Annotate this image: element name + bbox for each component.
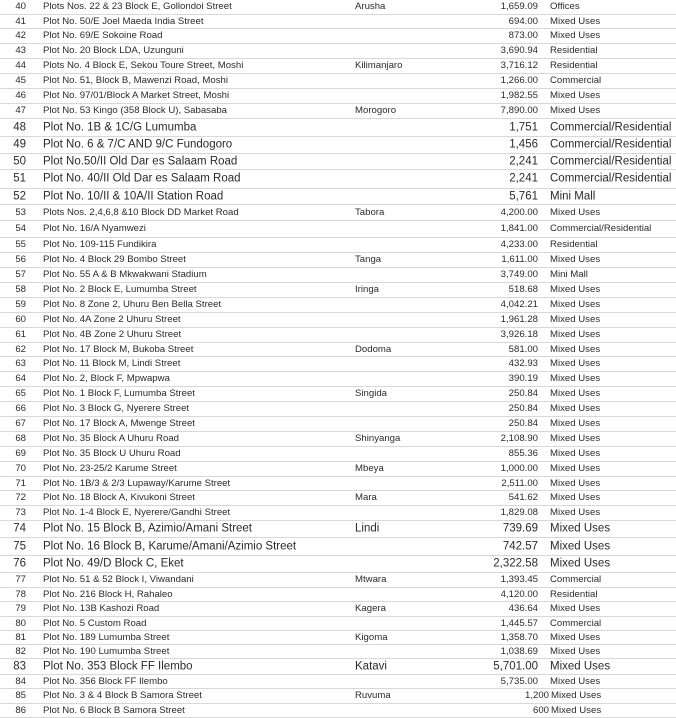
property-use: Mixed Uses (550, 477, 601, 489)
property-region: Tabora (355, 206, 385, 218)
table-row (0, 521, 676, 538)
property-location: Plot No. 13B Kashozi Road (43, 603, 160, 615)
property-region: Dodoma (355, 343, 392, 355)
row-number: 47 (15, 105, 26, 117)
property-location: Plots No. 4 Block E, Sekou Toure Street, Moshi (43, 60, 244, 72)
property-location: Plot No. 69/E Sokoine Road (43, 30, 163, 42)
property-use: Mixed Uses (550, 603, 601, 615)
property-use: Mixed Uses (550, 539, 611, 552)
property-location: Plot No. 6 Block B Samora Street (43, 704, 185, 716)
property-use: Commercial/Residential (550, 120, 672, 133)
property-area: 1,841.00 (500, 223, 538, 235)
row-number: 43 (15, 45, 26, 57)
table-row (0, 268, 676, 283)
property-location: Plot No. 3 Block G, Nyerere Street (43, 403, 190, 415)
table-row (0, 328, 676, 343)
property-area: 1,445.57 (500, 617, 538, 629)
table-row (0, 15, 676, 29)
property-location: Plot No. 23-25/2 Karume Street (43, 463, 177, 475)
table-row (0, 645, 676, 659)
property-area: 1,200 (524, 690, 549, 702)
property-location: Plot No. 356 Block FF Ilembo (43, 675, 168, 687)
property-area: 1,961.28 (500, 314, 538, 326)
table-row (0, 491, 676, 506)
row-number: 72 (15, 492, 26, 504)
property-use: Mixed Uses (550, 631, 601, 643)
property-location: Plot No. 4 Block 29 Bombo Street (43, 254, 186, 266)
row-number: 57 (15, 269, 26, 281)
property-area: 2,511.00 (501, 477, 538, 489)
table-row (0, 137, 676, 154)
property-use: Mixed Uses (550, 30, 601, 42)
table-row (0, 417, 676, 432)
property-location: Plot No. 1B & 1C/G Lumumba (43, 120, 197, 133)
property-use: Mini Mall (550, 269, 588, 281)
property-area: 1,829.08 (500, 507, 538, 519)
property-use: Residential (550, 45, 598, 57)
property-region: Katavi (355, 659, 387, 672)
row-number: 45 (15, 75, 26, 87)
property-use: Commercial (550, 574, 602, 586)
row-number: 62 (15, 343, 26, 355)
property-location: Plot No. 1-4 Block E, Nyerere/Gandhi Street (43, 507, 231, 519)
row-number: 60 (15, 314, 26, 326)
property-area: 1,000.00 (500, 463, 538, 475)
property-location: Plots Nos. 22 & 23 Block E, Gollondoi Street (43, 1, 232, 13)
table-row (0, 704, 676, 718)
table-row (0, 298, 676, 313)
property-location: Plot No. 2 Block E, Lumumba Street (43, 284, 197, 296)
property-use: Mixed Uses (550, 358, 601, 370)
table-row (0, 221, 676, 238)
row-number: 54 (15, 223, 26, 235)
property-location: Plot No. 190 Lumumba Street (43, 645, 170, 657)
property-area: 2,241 (509, 172, 538, 185)
property-area: 600 (532, 704, 549, 716)
property-location: Plot No. 10/II & 10A/II Station Road (43, 189, 224, 202)
property-use: Mixed Uses (550, 557, 611, 570)
row-number: 41 (15, 15, 26, 27)
property-use: Mixed Uses (550, 507, 601, 519)
property-area: 4,042.21 (500, 299, 538, 311)
property-area: 1,038.69 (500, 645, 538, 657)
table-row (0, 29, 676, 44)
property-area: 1,456 (509, 138, 538, 151)
table-row (0, 588, 676, 602)
property-use: Mixed Uses (550, 388, 601, 400)
property-use: Mixed Uses (550, 299, 601, 311)
property-area: 742.57 (502, 539, 538, 552)
property-location: Plot No. 17 Block A, Mwenge Street (43, 418, 195, 430)
row-number: 59 (15, 299, 26, 311)
property-use: Mixed Uses (550, 90, 601, 102)
property-region: Ruvuma (355, 690, 391, 702)
property-location: Plot No. 353 Block FF Ilembo (43, 659, 193, 672)
property-use: Mixed Uses (550, 343, 601, 355)
property-area: 1,659.09 (500, 1, 538, 13)
table-row (0, 556, 676, 573)
row-number: 82 (15, 645, 26, 657)
row-number: 42 (15, 30, 26, 42)
row-number: 68 (15, 433, 26, 445)
property-location: Plot No. 50/E Joel Maeda India Street (43, 15, 204, 27)
property-region: Lindi (355, 522, 380, 535)
property-location: Plot No. 16/A Nyamwezi (43, 223, 146, 235)
row-number: 73 (15, 507, 26, 519)
row-number: 74 (13, 522, 26, 535)
row-number: 55 (15, 239, 26, 251)
property-location: Plot No. 16 Block B, Karume/Amani/Azimio Street (43, 539, 297, 552)
row-number: 53 (15, 206, 26, 218)
property-area: 436.64 (508, 603, 538, 615)
property-location: Plot No. 6 & 7/C AND 9/C Fundogoro (43, 138, 233, 151)
property-use: Residential (550, 60, 598, 72)
table-row (0, 283, 676, 298)
row-number: 51 (13, 172, 26, 185)
property-area: 4,120.00 (500, 588, 538, 600)
row-number: 40 (15, 1, 26, 13)
property-use: Mixed Uses (550, 403, 601, 415)
table-row (0, 343, 676, 357)
property-use: Mixed Uses (550, 522, 611, 535)
property-use: Mixed Uses (550, 329, 601, 341)
property-use: Mixed Uses (550, 645, 601, 657)
property-use: Commercial/Residential (550, 138, 672, 151)
property-location: Plot No. 109-115 Fundikira (43, 239, 157, 251)
property-region: Kagera (355, 603, 386, 615)
property-location: Plot No. 4A Zone 2 Uhuru Street (43, 314, 181, 326)
row-number: 52 (13, 189, 26, 202)
property-area: 1,611.00 (501, 254, 538, 266)
property-use: Commercial (550, 617, 602, 629)
property-use: Mixed Uses (550, 448, 601, 460)
table-row (0, 44, 676, 59)
row-number: 75 (13, 539, 26, 552)
table-row (0, 59, 676, 74)
property-region: Kilimanjaro (355, 60, 403, 72)
property-area: 5,735.00 (500, 675, 538, 687)
table-row (0, 689, 676, 704)
property-use: Mixed Uses (550, 492, 601, 504)
property-region: Tanga (355, 254, 382, 266)
property-use: Mixed Uses (550, 675, 601, 687)
row-number: 56 (15, 254, 26, 266)
property-location: Plot No. 49/D Block C, Eket (43, 557, 184, 570)
table-row (0, 617, 676, 631)
row-number: 63 (15, 358, 26, 370)
row-number: 64 (15, 373, 26, 385)
property-area: 7,890.00 (500, 105, 538, 117)
property-use: Commercial (550, 75, 602, 87)
table-row (0, 573, 676, 588)
property-location: Plot No. 97/01/Block A Market Street, Moshi (43, 90, 230, 102)
property-area: 1,751 (509, 120, 538, 133)
row-number: 69 (15, 448, 26, 460)
property-location: Plot No. 4B Zone 2 Uhuru Street (43, 329, 182, 341)
property-location: Plot No. 35 Block U Uhuru Road (43, 448, 181, 460)
property-use: Mixed Uses (551, 704, 602, 716)
table-row (0, 357, 676, 372)
property-location: Plot No. 216 Block H, Rahaleo (43, 588, 173, 600)
property-location: Plot No. 8 Zone 2, Uhuru Ben Bella Street (43, 299, 222, 311)
property-area: 581.00 (508, 343, 538, 355)
property-use: Commercial/Residential (550, 223, 652, 235)
row-number: 81 (15, 631, 26, 643)
property-area: 250.84 (508, 388, 538, 400)
row-number: 65 (15, 388, 26, 400)
property-location: Plot No. 3 & 4 Block B Samora Street (43, 690, 202, 702)
property-use: Mixed Uses (550, 433, 601, 445)
property-region: Singida (355, 388, 388, 400)
row-number: 77 (15, 574, 26, 586)
table-row (0, 659, 676, 675)
property-location: Plot No. 189 Lumumba Street (43, 631, 170, 643)
row-number: 84 (15, 675, 26, 687)
property-area: 1,266.00 (500, 75, 538, 87)
property-location: Plot No. 18 Block A, Kivukoni Street (43, 492, 195, 504)
table-row (0, 313, 676, 328)
property-area: 3,690.94 (500, 45, 538, 57)
property-area: 390.19 (508, 373, 538, 385)
property-location: Plot No. 17 Block M, Bukoba Street (43, 343, 194, 355)
row-number: 50 (13, 154, 26, 167)
property-area: 2,108.90 (500, 433, 538, 445)
row-number: 86 (15, 704, 26, 716)
property-use: Commercial/Residential (550, 172, 672, 185)
property-area: 1,393.45 (500, 574, 538, 586)
table-row (0, 477, 676, 491)
property-region: Iringa (355, 284, 379, 296)
row-number: 46 (15, 90, 26, 102)
row-number: 44 (15, 60, 26, 72)
row-number: 49 (13, 138, 26, 151)
row-number: 76 (13, 557, 26, 570)
table-row (0, 506, 676, 521)
property-region: Shinyanga (355, 433, 401, 445)
property-location: Plot No. 11 Block M, Lindi Street (43, 358, 181, 370)
property-area: 5,761 (509, 189, 538, 202)
property-location: Plot No. 40/II Old Dar es Salaam Road (43, 172, 241, 185)
table-row (0, 0, 676, 15)
property-use: Mixed Uses (550, 314, 601, 326)
property-location: Plot No. 20 Block LDA, Uzunguni (43, 45, 184, 57)
row-number: 61 (15, 329, 26, 341)
property-use: Offices (550, 1, 580, 13)
table-row (0, 372, 676, 387)
table-row (0, 462, 676, 477)
table-row (0, 170, 676, 189)
row-number: 67 (15, 418, 26, 430)
table-row (0, 675, 676, 689)
property-region: Kigoma (355, 631, 388, 643)
property-area: 3,749.00 (500, 269, 538, 281)
property-location: Plot No. 53 Kingo (358 Block U), Sabasaba (43, 105, 227, 117)
property-area: 4,200.00 (500, 206, 538, 218)
property-area: 4,233.00 (500, 239, 538, 251)
property-use: Mini Mall (550, 189, 596, 202)
row-number: 85 (15, 690, 26, 702)
property-region: Morogoro (355, 105, 397, 117)
table-row (0, 538, 676, 556)
property-location: Plot No. 35 Block A Uhuru Road (43, 433, 179, 445)
table-row (0, 205, 676, 221)
row-number: 66 (15, 403, 26, 415)
property-area: 2,241 (509, 154, 538, 167)
row-number: 48 (13, 120, 26, 133)
property-use: Mixed Uses (550, 659, 611, 672)
property-use: Mixed Uses (550, 15, 601, 27)
property-region: Arusha (355, 1, 386, 13)
property-use: Mixed Uses (550, 206, 601, 218)
property-area: 3,926.18 (500, 329, 538, 341)
property-area: 873.00 (508, 30, 538, 42)
property-area: 518.68 (508, 284, 538, 296)
property-area: 432.93 (508, 358, 538, 370)
property-region: Mara (355, 492, 377, 504)
property-area: 250.84 (508, 418, 538, 430)
table-row (0, 89, 676, 104)
row-number: 71 (15, 477, 26, 489)
property-location: Plot No. 5 Custom Road (43, 617, 147, 629)
row-number: 83 (13, 659, 26, 672)
property-area: 739.69 (502, 522, 538, 535)
table-row (0, 104, 676, 119)
property-location: Plot No. 1 Block F, Lumumba Street (43, 388, 195, 400)
property-area: 1,982.55 (500, 90, 538, 102)
property-area: 1,358.70 (500, 631, 538, 643)
property-use: Mixed Uses (550, 254, 601, 266)
property-area: 541.62 (508, 492, 538, 504)
property-location: Plot No. 51, Block B, Mawenzi Road, Moshi (43, 75, 229, 87)
property-location: Plot No. 55 A & B Mkwakwani Stadium (43, 269, 207, 281)
table-row (0, 402, 676, 417)
property-region: Mtwara (355, 574, 387, 586)
table-row (0, 119, 676, 137)
property-use: Mixed Uses (550, 463, 601, 475)
table-row (0, 387, 676, 402)
property-area: 694.00 (508, 15, 538, 27)
table-row (0, 447, 676, 462)
row-number: 70 (15, 463, 26, 475)
property-use: Residential (550, 239, 598, 251)
property-area: 5,701.00 (493, 659, 538, 672)
table-row (0, 602, 676, 617)
property-area: 2,322.58 (493, 557, 538, 570)
property-area: 3,716.12 (500, 60, 538, 72)
property-area: 855.36 (508, 448, 538, 460)
table-row (0, 432, 676, 447)
property-use: Commercial/Residential (550, 154, 672, 167)
property-location: Plots Nos. 2,4,6,8 &10 Block DD Market Road (43, 206, 239, 218)
table-row (0, 74, 676, 89)
row-number: 78 (15, 588, 26, 600)
row-number: 58 (15, 284, 26, 296)
table-row (0, 189, 676, 205)
table-row (0, 238, 676, 253)
row-number: 79 (15, 603, 26, 615)
property-location: Plot No. 15 Block B, Azimio/Amani Street (43, 522, 253, 535)
property-use: Mixed Uses (550, 373, 601, 385)
property-area: 250.84 (508, 403, 538, 415)
property-location: Plot No. 51 & 52 Block I, Viwandani (43, 574, 194, 586)
property-use: Residential (550, 588, 598, 600)
property-use: Mixed Uses (550, 284, 601, 296)
table-row (0, 154, 676, 170)
table-row (0, 253, 676, 268)
property-location: Plot No. 1B/3 & 2/3 Lupaway/Karume Street (43, 477, 231, 489)
table-row (0, 631, 676, 645)
row-number: 80 (15, 617, 26, 629)
property-use: Mixed Uses (550, 105, 601, 117)
property-use: Mixed Uses (551, 690, 602, 702)
property-location: Plot No.50/II Old Dar es Salaam Road (43, 154, 238, 167)
property-region: Mbeya (355, 463, 384, 475)
property-location: Plot No. 2, Block F, Mpwapwa (43, 373, 170, 385)
property-use: Mixed Uses (550, 418, 601, 430)
